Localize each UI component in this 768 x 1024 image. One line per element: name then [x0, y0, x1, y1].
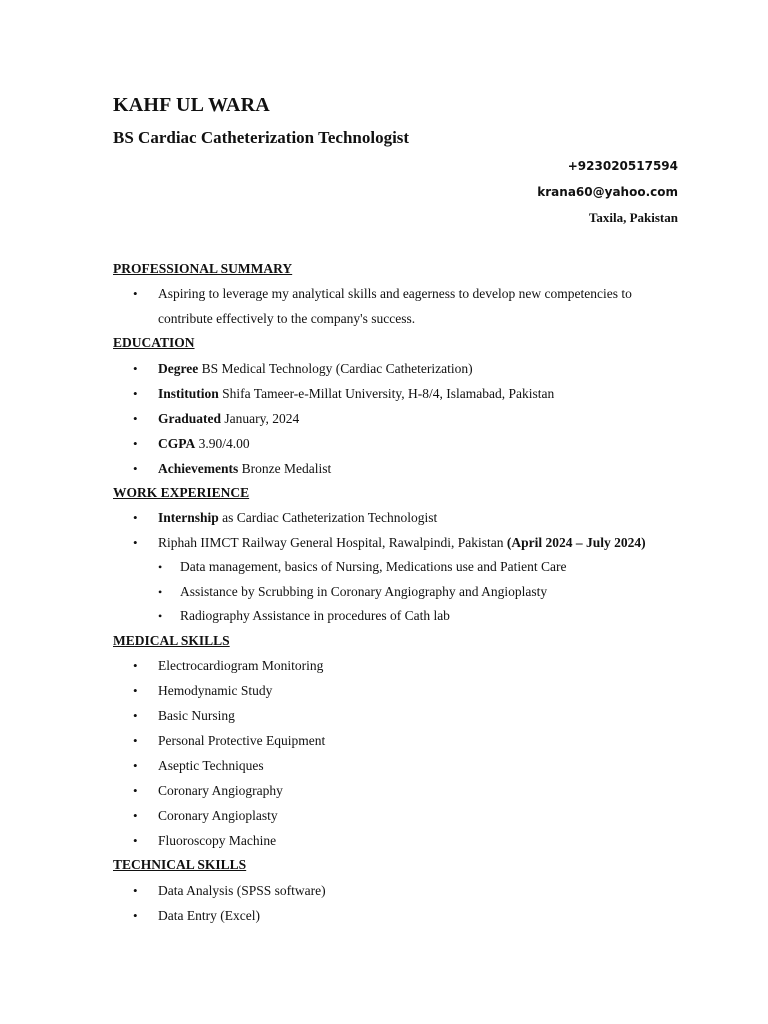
education-item	[113, 456, 678, 481]
education-value: January, 2024	[224, 410, 300, 426]
duty-item: • Data management, basics of Nursing, Medications use and Patient Care	[113, 555, 678, 580]
medical-skills-heading: MEDICAL SKILLS	[113, 632, 230, 648]
summary-heading: PROFESSIONAL SUMMARY	[113, 260, 293, 276]
experience-place	[113, 530, 678, 555]
duty-item: • Radiography Assistance in procedures of Cath lab	[113, 604, 678, 629]
medical-skill-item: • Hemodynamic Study	[113, 678, 678, 703]
medical-skill-item: • Basic Nursing	[113, 703, 678, 728]
education-heading: EDUCATION	[113, 335, 195, 350]
job-title: BS Cardiac Catheterization Technologist	[113, 128, 410, 147]
medical-skills-list	[113, 653, 678, 853]
education-label: Achievements	[158, 460, 239, 476]
education-label: Institution	[158, 385, 219, 401]
contact-email: krana60@yahoo.com	[537, 184, 678, 199]
education-label: CGPA	[158, 435, 196, 451]
medical-skill-item: • Coronary Angioplasty	[113, 803, 678, 828]
technical-skills-heading: TECHNICAL SKILLS	[113, 857, 247, 872]
education-value: Shifa Tameer-e-Millat University, H-8/4, Islamabad, Pakistan	[222, 385, 555, 401]
summary-text: • Aspiring to leverage my analytical skills and eagerness to develop new competencies to contribute effectively to the company's success.	[113, 281, 678, 331]
contact-phone: +923020517594	[567, 159, 678, 173]
education-value: BS Medical Technology (Cardiac Catheterization)	[201, 360, 473, 376]
summary-list	[113, 281, 678, 331]
experience-place-text: Riphah IIMCT Railway General Hospital, Rawalpindi, Pakistan	[158, 535, 504, 550]
experience-role-text: as Cardiac Catheterization Technologist	[222, 510, 438, 525]
education-value: 3.90/4.00	[198, 435, 250, 451]
duty-item: • Assistance by Scrubbing in Coronary Angiography and Angioplasty	[113, 580, 678, 605]
experience-heading: WORK EXPERIENCE	[113, 484, 250, 500]
experience-duties	[113, 555, 678, 629]
medical-skill-item: • Electrocardiogram Monitoring	[113, 653, 678, 678]
experience-role-label: Internship	[158, 510, 219, 525]
experience-dates: (April 2024 – July 2024)	[506, 535, 646, 550]
technical-skill-item: • Data Entry (Excel)	[113, 903, 678, 928]
technical-skills-list	[113, 878, 678, 928]
education-label: Degree	[158, 360, 199, 376]
candidate-name: KAHF UL WARA	[113, 94, 270, 116]
contact-block	[113, 154, 678, 231]
experience-list	[113, 505, 678, 555]
education-list	[113, 356, 678, 481]
medical-skill-item: • Coronary Angiography	[113, 778, 678, 803]
contact-location: Taxila, Pakistan	[588, 210, 678, 225]
education-item	[113, 356, 678, 381]
education-value: Bronze Medalist	[241, 460, 332, 476]
medical-skill-item: • Fluoroscopy Machine	[113, 828, 678, 853]
education-label: Graduated	[158, 410, 222, 426]
medical-skill-item: • Aseptic Techniques	[113, 753, 678, 778]
technical-skill-item: • Data Analysis (SPSS software)	[113, 878, 678, 903]
education-item	[113, 431, 678, 456]
education-item	[113, 381, 678, 406]
medical-skill-item: • Personal Protective Equipment	[113, 728, 678, 753]
experience-role	[113, 505, 678, 530]
education-item	[113, 406, 678, 431]
resume-page	[113, 92, 678, 928]
